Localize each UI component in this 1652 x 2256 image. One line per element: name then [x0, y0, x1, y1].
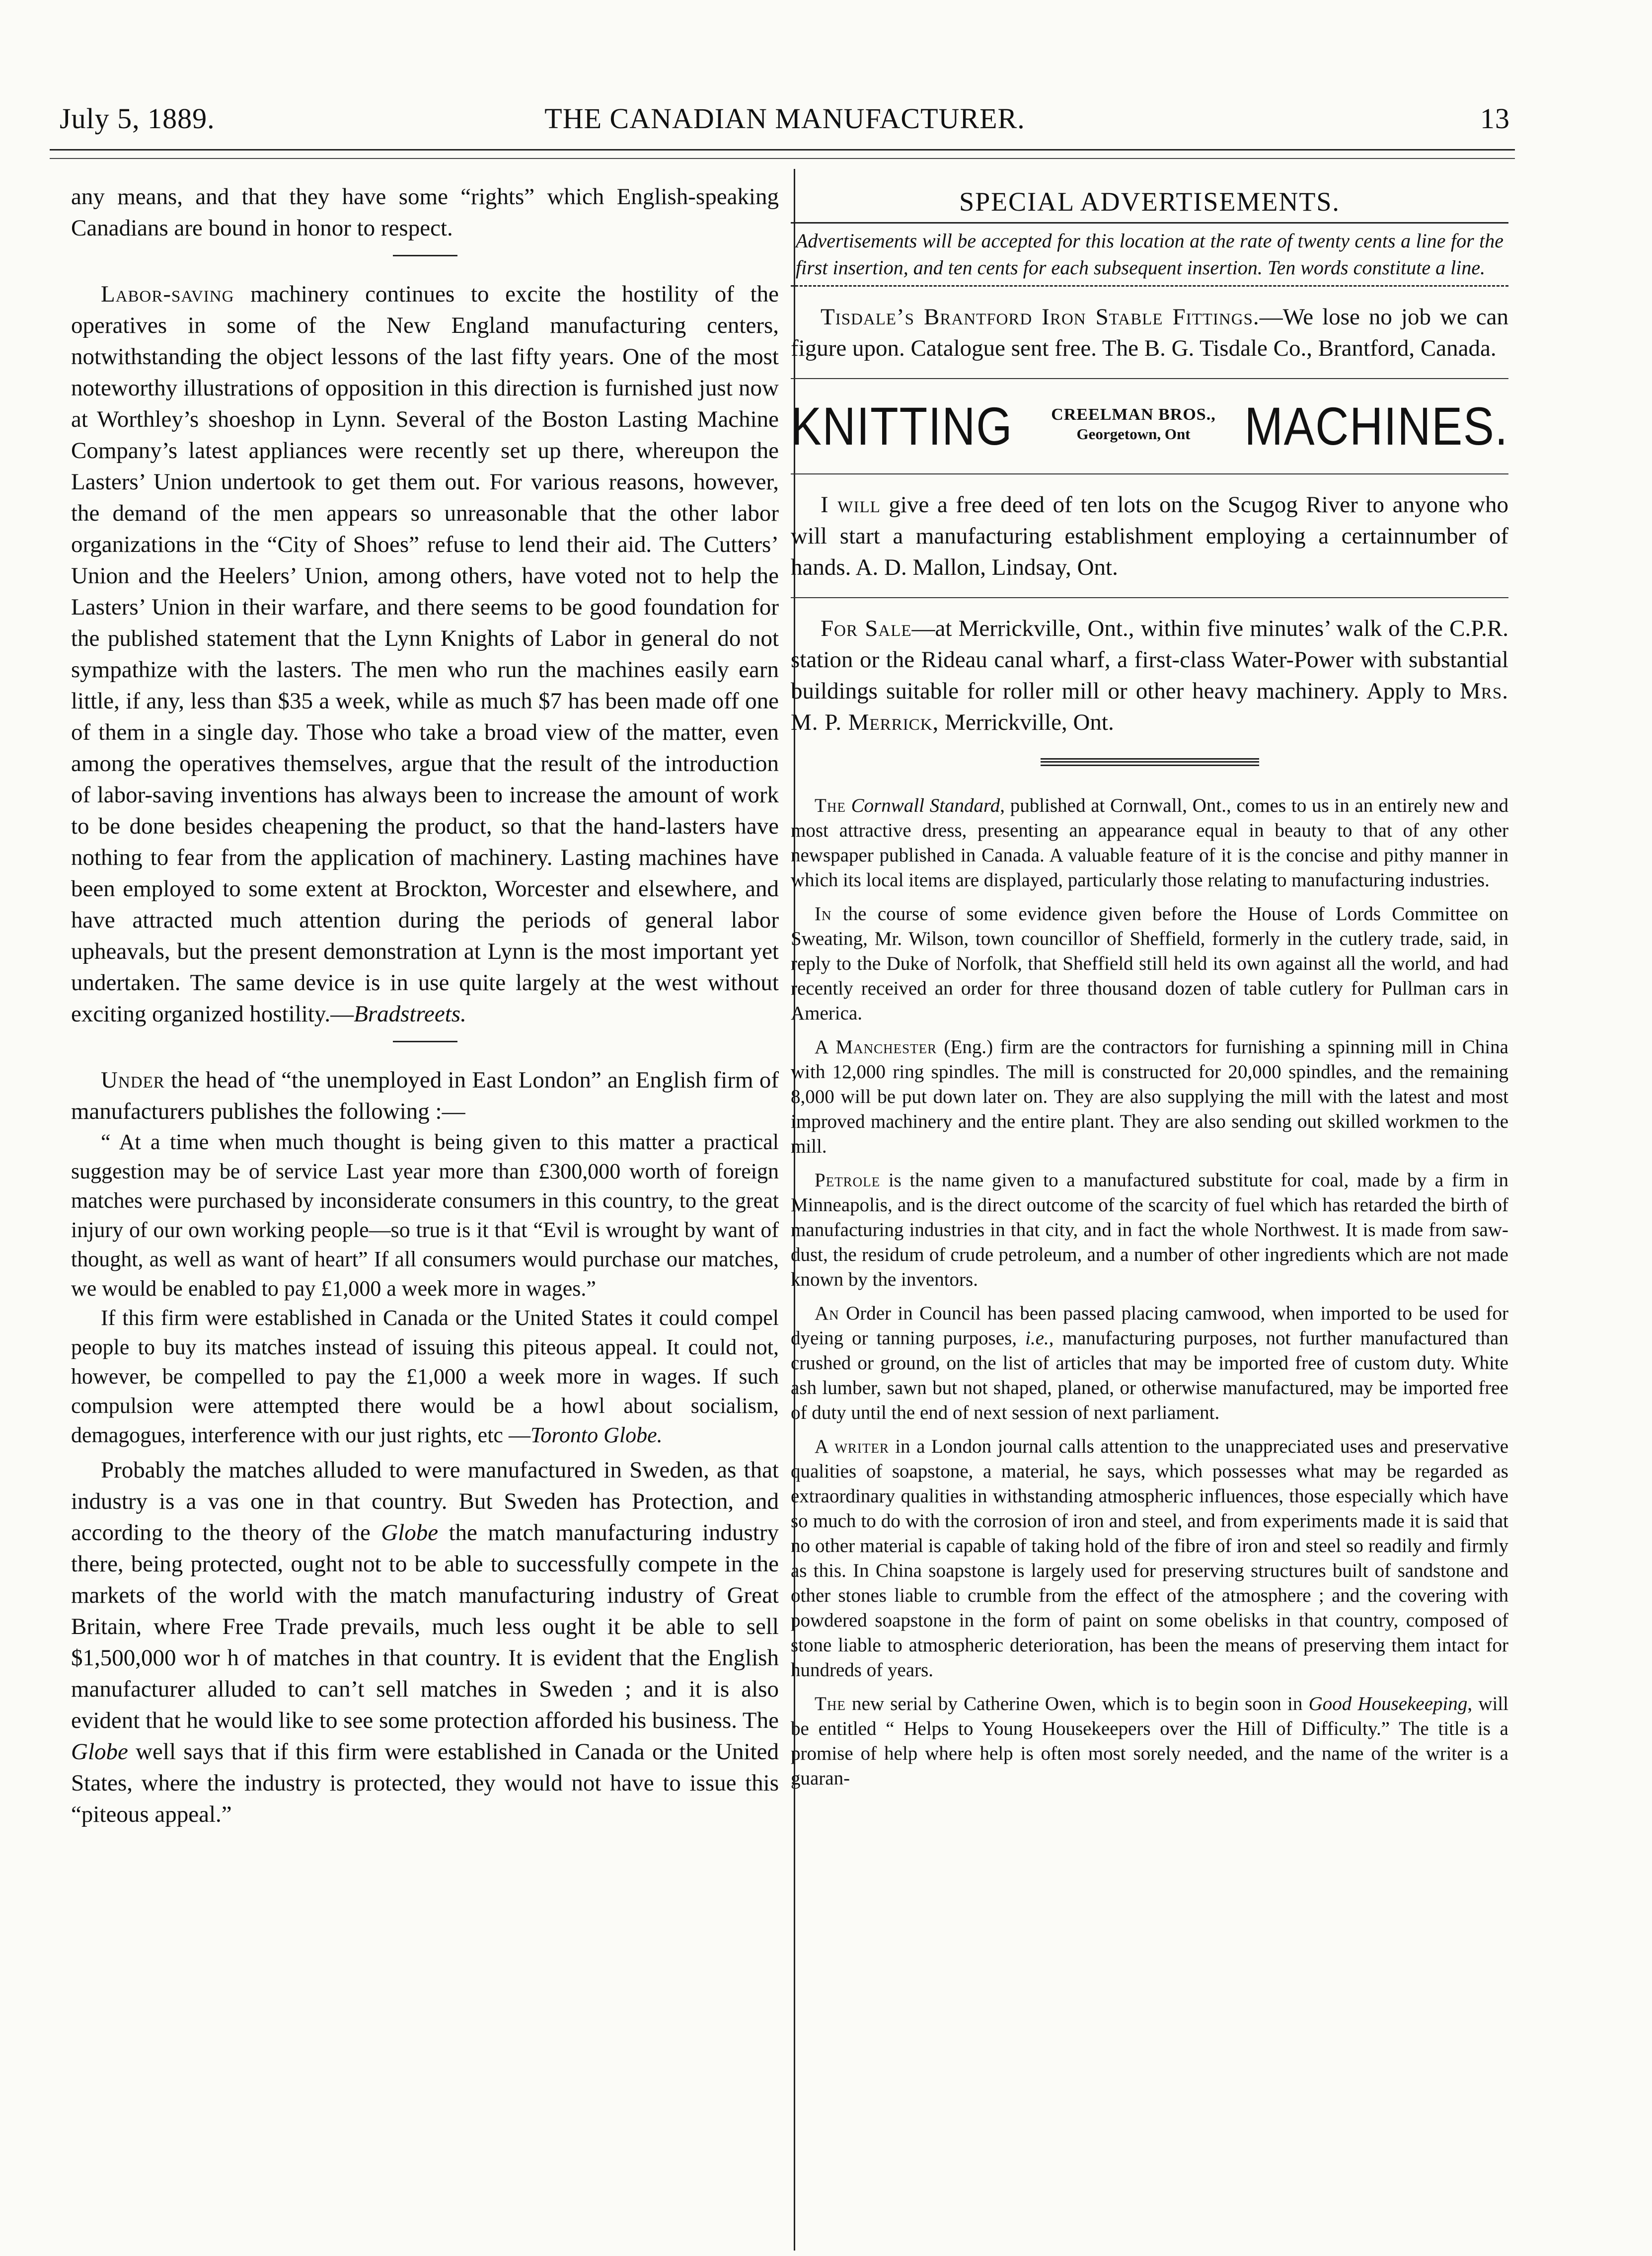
note-body: Order in Council has been passed placing camwood, when imported to be used for dyeing or tanning purposes, — [791, 1303, 1508, 1349]
article-unemployed-intro — [71, 1065, 779, 1127]
note-order-in-council — [791, 1301, 1508, 1425]
note-body: , published at Cornwall, Ont., comes to us in an entirely new and most attractive dress, presenting an appearance equal in beauty to that of any other newspaper published in Canada. A valuable feature of it is the concise and pithy manner in which its local items are displayed, particularly those relating to manufacturing industries. — [791, 795, 1509, 891]
ad-lead: Tisdale’s Brantford Iron Stable Fittings. — [821, 304, 1260, 330]
section-rule — [791, 285, 1508, 287]
ad-lead: I will — [821, 492, 881, 518]
issue-date: July 5, 1889. — [60, 102, 215, 135]
heading-rule — [791, 222, 1508, 224]
section-rule — [791, 473, 1508, 474]
page-header — [60, 102, 1510, 142]
note-lead: An — [815, 1303, 839, 1324]
magazine-name: Good Housekeeping — [1308, 1693, 1468, 1714]
special-ads-heading: SPECIAL ADVERTISEMENTS. — [959, 187, 1340, 217]
note-abbrev: i.e. — [1025, 1327, 1049, 1349]
article-body: Probably the matches alluded to were manufactured in Sweden, as that industry is a vas one in that country. But Sweden has Protection, and according to the theory of the — [71, 1457, 779, 1546]
quoted-appeal: “ At a time when much thought is being given to this matter a practical suggestion may be of service Last year more than £300,000 worth of foreign matches were purchased by inconsiderate consumers in this country, to the great injury of our own working people—so true is it that “Evil is wrought by want of thought, as well as want of heart” If all consumers would purchase our matches, we would be enabled to pay £1,000 a week more in wages.” — [71, 1130, 779, 1301]
note-lead: In — [815, 903, 832, 925]
knitting-word: KNITTING — [791, 396, 1013, 456]
note-soapstone — [791, 1434, 1508, 1683]
article-source: Bradstreets. — [354, 1001, 466, 1027]
note-lead: The — [815, 1693, 846, 1714]
article-lead-word: Under — [101, 1067, 165, 1093]
ad-tisdale — [791, 302, 1508, 364]
editorial-matches — [71, 1455, 779, 1830]
note-lead: A writer — [815, 1436, 889, 1457]
ad-body: give a free deed of ten lots on the Scugog River to anyone who will start a manufacturing establishment employing a certainnumber of hands. A. D. Mallon, Lindsay, Ont. — [791, 492, 1509, 580]
header-rule — [50, 149, 1515, 151]
publication-title: THE CANADIAN MANUFACTURER. — [544, 102, 1025, 135]
globe-commentary — [71, 1303, 779, 1450]
section-rule — [791, 597, 1508, 598]
header-rule-thin — [50, 158, 1515, 159]
advertiser-name: CREELMAN BROS., — [1051, 405, 1216, 424]
note-sheffield — [791, 902, 1508, 1026]
advertiser-block — [1039, 405, 1228, 444]
note-lead: Petrole — [815, 1169, 881, 1191]
note-good-housekeeping — [791, 1692, 1508, 1791]
article-continuation: any means, and that they have some “rights” which English-speaking Canadians are bound in honor to respect. — [71, 184, 779, 241]
ad-lead: For Sale — [821, 616, 912, 641]
newspaper-name: Globe — [71, 1739, 128, 1765]
note-body: (Eng.) firm are the contractors for furnishing a spinning mill in China with 12,000 ring spindles. The mill is constructed for 20,000 spindles, and the remaining 8,000 will be put down later on. They are also supplying the mill with the latest and most improved machinery and the entire plant. They are also sending out skilled workmen to the mill. — [791, 1036, 1508, 1157]
article-lead-word: Labor-saving — [101, 281, 234, 307]
article-labor-saving — [71, 279, 779, 1030]
section-rule — [791, 378, 1508, 379]
ad-body: —We lose no job we can figure upon. Catalogue sent free. The B. G. Tisdale Co., Brantford, Canada. — [791, 304, 1509, 361]
newspaper-name: Cornwall Standard — [851, 795, 1000, 816]
machines-word: MACHINES. — [1244, 396, 1508, 456]
note-body: , will be entitled “ Helps to Young Housekeepers over the Hill of Difficulty.” The title is a promise of help where help is often most sorely needed, and the name of the writer is a guaran- — [791, 1693, 1508, 1789]
note-manchester — [791, 1035, 1508, 1159]
right-column — [791, 181, 1508, 1800]
article-source: Toronto Globe. — [530, 1423, 663, 1447]
note-body: the course of some evidence given before the House of Lords Committee on Sweating, Mr. Wilson, town councillor of Sheffield, formerly in the cutlery trade, said, in reply to the Duke of Norfolk, that Sheffield still held its own against all the world, and had recently received an order for three thousand dozen of table cutlery for Pullman cars in America. — [791, 903, 1508, 1024]
double-separator — [1041, 758, 1259, 766]
note-body: new serial by Catherine Owen, which is to begin soon in — [845, 1693, 1309, 1714]
ad-scugog-lots — [791, 489, 1508, 583]
article-separator — [393, 1041, 457, 1042]
ad-body: —at Merrickville, Ont., within five minutes’ walk of the C.P.R. station or the Rideau canal wharf, a first-class Water-Power with substantial buildings suitable for roller mill or other heavy machinery. Apply to — [791, 616, 1508, 704]
article-body: If this firm were established in Canada or the United States it could compel people to buy its matches instead of issuing this piteous appeal. It could not, however, be compelled to pay the £1,000 a week more in wages. If such compulsion were attempted there would be a howl about socialism, demagogues, interference with our just rights, etc — — [71, 1306, 779, 1447]
ad-body: Merrickville, Ont. — [939, 709, 1114, 735]
note-lead: The — [815, 795, 846, 816]
note-body: is the name given to a manufactured substitute for coal, made by a firm in Minneapolis, and is the direct outcome of the scarcity of fuel which has retarded the birth of manufacturing industries in that city, and in fact the whole Northwest. It is made from saw-dust, the residum of crude petroleum, and a number of other ingredients which are not made known by the inventors. — [791, 1169, 1508, 1290]
advertiser-location: Georgetown, Ont — [1076, 425, 1191, 443]
page-number: 13 — [1480, 102, 1510, 135]
ad-knitting-machines — [791, 394, 1508, 461]
note-petrole — [791, 1168, 1508, 1292]
left-column — [71, 181, 779, 1830]
ad-for-sale — [791, 613, 1508, 738]
article-body: the head of “the unemployed in East London” an English firm of manufacturers publishes the following :— — [71, 1067, 779, 1124]
note-lead: A Manchester — [815, 1036, 937, 1058]
article-body: the match manufacturing industry there, being protected, ought not to be able to successfully compete in the markets of the world with the match manufacturing industry of Great Britain, where Free Trade prevails, much less ought it be able to sell $1,500,000 wor h of matches in that country. It is evident that the English manufacturer alluded to can’t sell matches in Sweden ; and it is also evident that he would like to see some protection afforded his business. The — [71, 1520, 779, 1733]
note-cornwall-standard — [791, 793, 1508, 893]
ad-contact: Mrs. M. P. Merrick, — [791, 678, 1508, 735]
article-body: well says that if this firm were established in Canada or the United States, where the industry is protected, they would not have to issue this “piteous appeal.” — [71, 1739, 779, 1827]
note-body: , manufacturing purposes, not further manufactured than crushed or ground, on the list of articles that may be imported free of custom duty. White ash lumber, sawn but not shaped, planed, or otherwise manufactured, may be imported free of duty until the end of next session of next parliament. — [791, 1327, 1509, 1423]
article-separator — [393, 255, 457, 256]
special-ads-rates: Advertisements will be accepted for this location at the rate of twenty cents a line for the first insertion, and ten cents for each subsequent insertion. Ten words constitute a line. — [796, 230, 1503, 279]
newspaper-name: Globe — [381, 1520, 439, 1546]
article-body: machinery continues to excite the hostility of the operatives in some of the New England manufacturing centers, notwithstanding the object lessons of the last fifty years. One of the most noteworthy illustrations of opposition in this direction is furnished just now at Worthley’s shoeshop in Lynn. Several of the Boston Lasting Machine Company’s latest appliances were recently set up there, whereupon the Lasters’ Union undertook to get them out. For various reasons, however, the demand of the men appears so unreasonable that the other labor organizations in the “City of Shoes” refuse to lend their aid. The Cutters’ Union and the Heelers’ Union, among others, have voted not to help the Lasters’ Union in their warfare, and there seems to be good foundation for the published statement that the Lynn Knights of Labor in general do not sympathize with the lasters. The men who run the machines easily earn little, if any, less than $35 a week, while as much $7 has been made off one of them in a single day. Those who take a broad view of the matter, even among the operatives themselves, argue that the result of the introduction of labor-saving inventions has always been to increase the amount of work to be done besides cheapening the product, so that the hand-lasters have nothing to fear from the application of machinery. Lasting machines have been employed to some extent at Brockton, Worcester and elsewhere, and have attracted much attention during the periods of general labor upheavals, but the present demonstration at Lynn is the most important yet undertaken. The same device is in use quite largely at the west without exciting organized hostility.— — [71, 281, 779, 1027]
note-body: in a London journal calls attention to the unappreciated uses and preservative qualities of soapstone, a material, he says, which possesses what may be regarded as extraordinary qualities in withstanding atmospheric influences, those especially which have so much to do with the corrosion of iron and steel, and from experiments made it is said that no other material is capable of taking hold of the fibre of iron and steel so readily and firmly as this. In China soapstone is largely used for preserving structures built of sandstone and other stones liable to crumble from the effect of the atmosphere ; and the covering with powdered soapstone in the form of paint on some obelisks in that country, composed of stone liable to atmospheric deterioration, has been the means of preserving them intact for hundreds of years. — [791, 1436, 1509, 1681]
